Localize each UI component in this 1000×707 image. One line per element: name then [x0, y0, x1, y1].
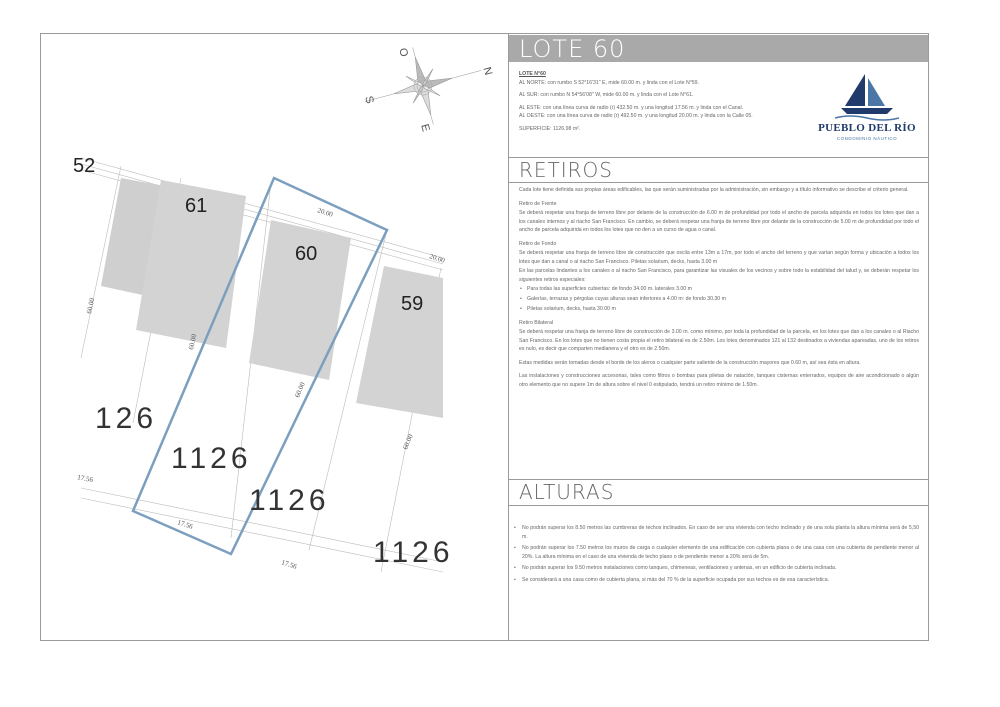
lote-info: [519, 70, 819, 136]
lote-info-norte: AL NORTE: con rumbo S 52°16'31" E, mide 60.00 m. y linda con el Lote N°59.: [519, 79, 699, 86]
section-rule: [509, 182, 928, 183]
section-rule: [509, 505, 928, 506]
lot-59-building: [356, 266, 443, 418]
list-item: • Se considerará a una casa como de cubierta plana, si más del 70 % de la superficie ocupada por sus techos es de esa característica.: [512, 576, 919, 585]
title-band: [509, 35, 928, 62]
list-item: • No podrán superar los 9.50 metros instalaciones como tanques, chimeneas, ventilaciones y antenas, en un edificio de cubierta inclinada.: [512, 564, 919, 573]
logo-name: PUEBLO DEL RÍO: [818, 122, 916, 134]
lote-info-head: LOTE N°60: [519, 71, 546, 77]
sailboat-icon: [815, 70, 919, 122]
alturas-list: [512, 524, 919, 584]
list-item: • No podrán superar los 8.50 metros las cumbreras de techos inclinados. En caso de ser una vivienda con techo inclinado y de una sola planta la altura mínima será de 5,50 m.: [512, 524, 919, 541]
compass-e: E: [418, 122, 432, 134]
alturas-body: [512, 524, 919, 587]
retiro-fondo-title: Retiro de Fondo: [519, 240, 557, 247]
retiro-bilateral-text: Se deberá respetar una franja de terreno libre de construcción de 3.00 m. como mínimo, por toda la profundidad de la parcela, en los lotes que dan a los canales o al Riacho San Francisco. En los lotes que no tienen costa propia el retiro bilateral es de 2.50m. Los lotes denominados 121 al 132 destinados a viviendas apareadas, uno de los retiros es nulo, es decir que comparten medianera y el otro es de 2.50m.: [519, 329, 919, 352]
logo-subtitle: CONDOMINIO NÁUTICO: [836, 136, 898, 141]
lote-info-superficie: SUPERFICIE: 1126.98 m².: [519, 125, 581, 132]
retiros-title: RETIROS: [519, 158, 613, 182]
surface-label: 1126: [249, 484, 330, 517]
retiro-fondo-text: En las parcelas lindantes a los canales o al riacho San Francisco, para garantizar las visuales de los vecinos y sobre todo la estabilidad del talud y, se deberán respetar los siguientes retiros especiales:: [519, 268, 919, 283]
dim-label: 20.00: [316, 206, 334, 219]
surface-label: 126: [95, 402, 158, 435]
dim-label: 60.00: [187, 333, 199, 351]
retiro-frente-text: Se deberá respetar una franja de terreno libre por delante de la construcción de 6.00 m de profundidad por todo el ancho de parcela adquirida en todos los lotes que dan a los canales internos y al riacho San Francisco. En cambio, se deberá respetar una franja de terreno libre por delante de la construcción de 5.00 m de profundidad por todo el ancho de parcela adquirida en todos los lotes que no den a un curso de agua o canal.: [519, 210, 919, 233]
list-item: • Galerías, terrazas y pérgolas cuyas alturas sean inferiores a 4.00 m: de fondo 30.30 m: [519, 295, 919, 304]
lote-info-oeste: AL OESTE: con una línea curva de radio (r) 492.50 m. y una longitud 20.00 m. y linda con la Calle 05.: [519, 113, 753, 119]
retiro-medidas-text: Estas medidas serán tomadas desde el borde de los aleros o cualquier parte saliente de la construcción mayores que 0.60 m, así sea ésta en altura.: [519, 359, 861, 366]
lot-number-52: 52: [73, 155, 96, 177]
retiros-intro: Cada lote tiene definida sus propias áreas edificables, las que serán suministradas por la administración, sin embargo y a título informativo se describe el criterio general.: [519, 187, 909, 193]
retiro-frente-title: Retiro de Frente: [519, 200, 557, 207]
dim-label: 60.00: [401, 433, 415, 451]
dim-label: 17.56: [76, 473, 94, 485]
retiros-body: [519, 186, 919, 394]
retiro-bilateral-title: Retiro Bilateral: [519, 319, 554, 326]
dim-label: 60.00: [85, 297, 97, 315]
dim-label: 20.00: [428, 252, 446, 265]
surface-label: 1126: [171, 442, 252, 475]
surface-label: 1126: [373, 536, 454, 569]
lot-number-59: 59: [401, 293, 424, 315]
dim-label: 17.56: [280, 558, 298, 571]
lot-number-60: 60: [295, 243, 318, 265]
page-title: LOTE 60: [519, 35, 626, 63]
retiro-fondo-text: Se deberá respetar una franja de terreno libre de construcción que oscila entre 13m a 17m, por todo el ancho del terreno y que varían según forma y ubicación a todos los lotes que dan a canal o al riacho San Francisco. Piletas solarium, decks, hasta 3.00 m: [519, 250, 919, 265]
list-item: • Para todas las superficies cubiertas: de fondo 34.00 m. laterales 3.00 m: [519, 285, 919, 294]
lot-number-61: 61: [185, 195, 208, 217]
dim-label: 60.00: [293, 381, 307, 399]
compass-s: S: [362, 94, 376, 106]
compass-o: O: [396, 46, 411, 59]
list-item: • No podrán superar los 7.50 metros los muros de carga o cualquier elemento de una edificación con cubierta plana o de una casa con una cubierta de pendiente menor al 20%. La altura mínima en el caso de una vivienda de techo plano o de pendiente menor a 20% será de 5m.: [512, 544, 919, 561]
retiro-instalaciones-text: Las instalaciones y construcciones accesorias, tales como filtros o bombas para piletas de natación, tanques cisternas enterrados, equipos de aire acondicionado o algún otro elemento que no supere 1m de altura sobre el nivel 0 estipulado, tendrá un retiro mínimo de 1.50m.: [519, 373, 919, 388]
lote-info-sur: AL SUR: con rumbo N 54°56'08" W, mide 60.00 m. y linda con el Lote N°61.: [519, 92, 694, 98]
compass-rose-icon: [360, 40, 510, 140]
list-item: • Piletas solarium, decks, hasta 30.00 m: [519, 305, 919, 314]
dim-label: 17.56: [176, 518, 194, 531]
retiro-fondo-list: [519, 285, 919, 314]
alturas-title: ALTURAS: [519, 480, 615, 504]
pueblo-del-rio-logo: [815, 70, 919, 150]
lote-info-este: AL ESTE: con una línea curva de radio (r) 432.50 m. y una longitud 17.56 m. y linda con el Canal.: [519, 104, 744, 111]
compass-n: N: [480, 65, 495, 77]
lot-plan-map: [73, 155, 454, 572]
